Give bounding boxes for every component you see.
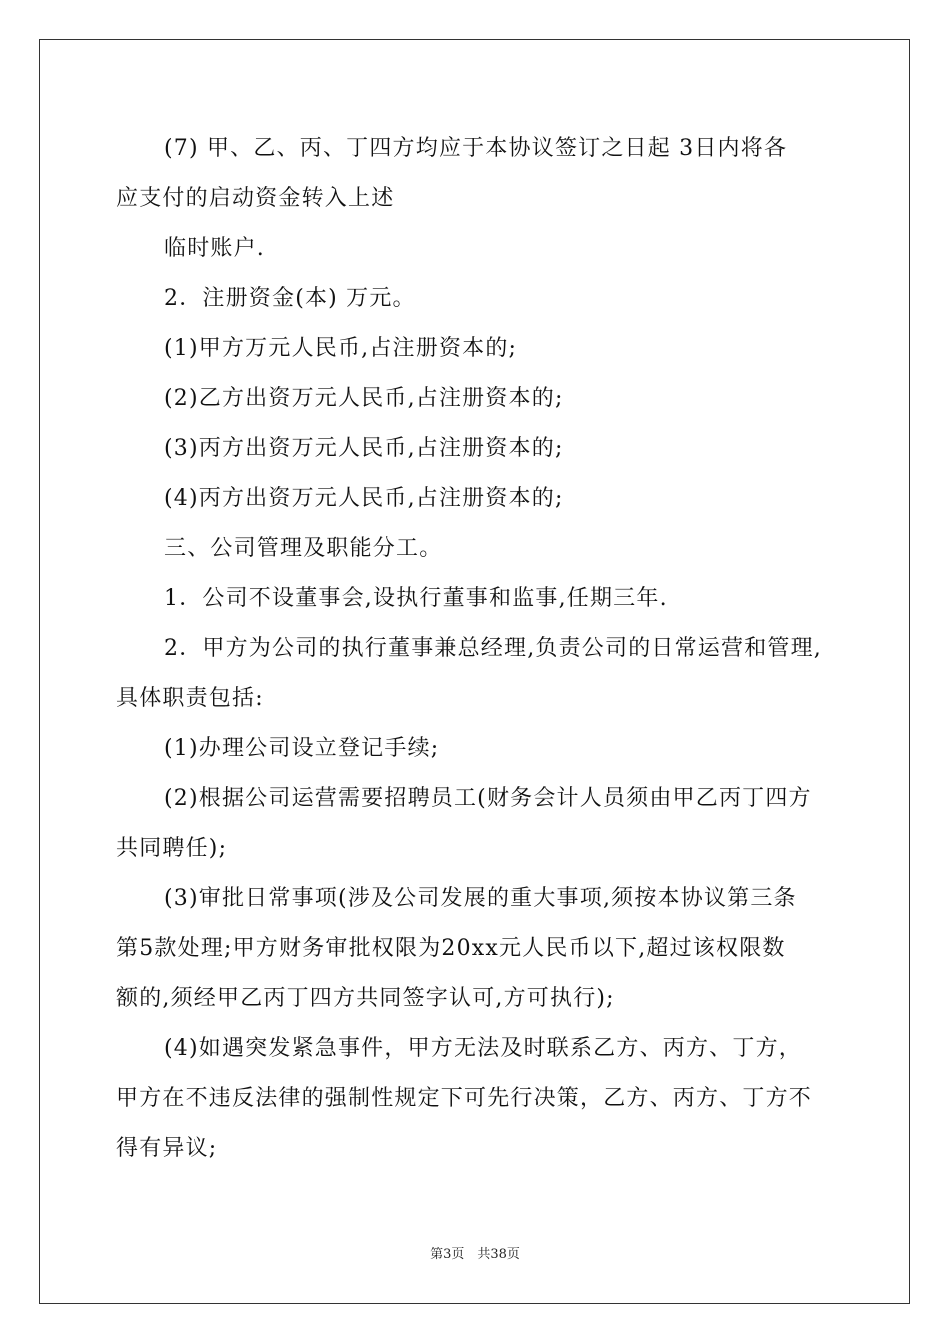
page-border: [39, 39, 910, 1304]
paragraph-line: 1．公司不设董事会,设执行董事和监事,任期三年.: [164, 586, 668, 611]
paragraph-line: 2．注册资金(本) 万元。: [164, 286, 416, 311]
paragraph-line: 2．甲方为公司的执行董事兼总经理,负责公司的日常运营和管理,: [164, 636, 822, 661]
paragraph-line: (4)如遇突发紧急事件，甲方无法及时联系乙方、丙方、丁方，: [164, 1036, 802, 1061]
paragraph-line: 额的,须经甲乙丙丁四方共同签字认可,方可执行);: [116, 986, 615, 1011]
paragraph-line: 临时账户.: [164, 236, 265, 261]
section-heading: 三、公司管理及职能分工。: [164, 536, 443, 561]
paragraph-line: 共同聘任);: [116, 836, 228, 861]
paragraph-line: (2)根据公司运营需要招聘员工(财务会计人员须由甲乙丙丁四方: [164, 786, 812, 811]
paragraph-line: 具体职责包括:: [116, 686, 264, 711]
paragraph-line: (1)甲方万元人民币,占注册资本的;: [164, 336, 518, 361]
paragraph-line: (2)乙方出资万元人民币,占注册资本的;: [164, 386, 564, 411]
paragraph-line: 第5款处理;甲方财务审批权限为20xx元人民币以下,超过该权限数: [116, 936, 786, 961]
paragraph-line: (3)丙方出资万元人民币,占注册资本的;: [164, 436, 564, 461]
paragraph-line: 得有异议;: [116, 1136, 218, 1161]
paragraph-line: (4)丙方出资万元人民币,占注册资本的;: [164, 486, 564, 511]
paragraph-line: 甲方在不违反法律的强制性规定下可先行决策，乙方、丙方、丁方不: [116, 1086, 813, 1111]
paragraph-line: (1)办理公司设立登记手续;: [164, 736, 440, 761]
paragraph-line: (3)审批日常事项(涉及公司发展的重大事项,须按本协议第三条: [164, 886, 797, 911]
paragraph-line: 应支付的启动资金转入上述: [116, 186, 395, 211]
page-number-footer: 第3页 共38页: [430, 1247, 520, 1262]
paragraph-line: (7) 甲、乙、丙、丁四方均应于本协议签订之日起 3日内将各: [164, 136, 788, 161]
